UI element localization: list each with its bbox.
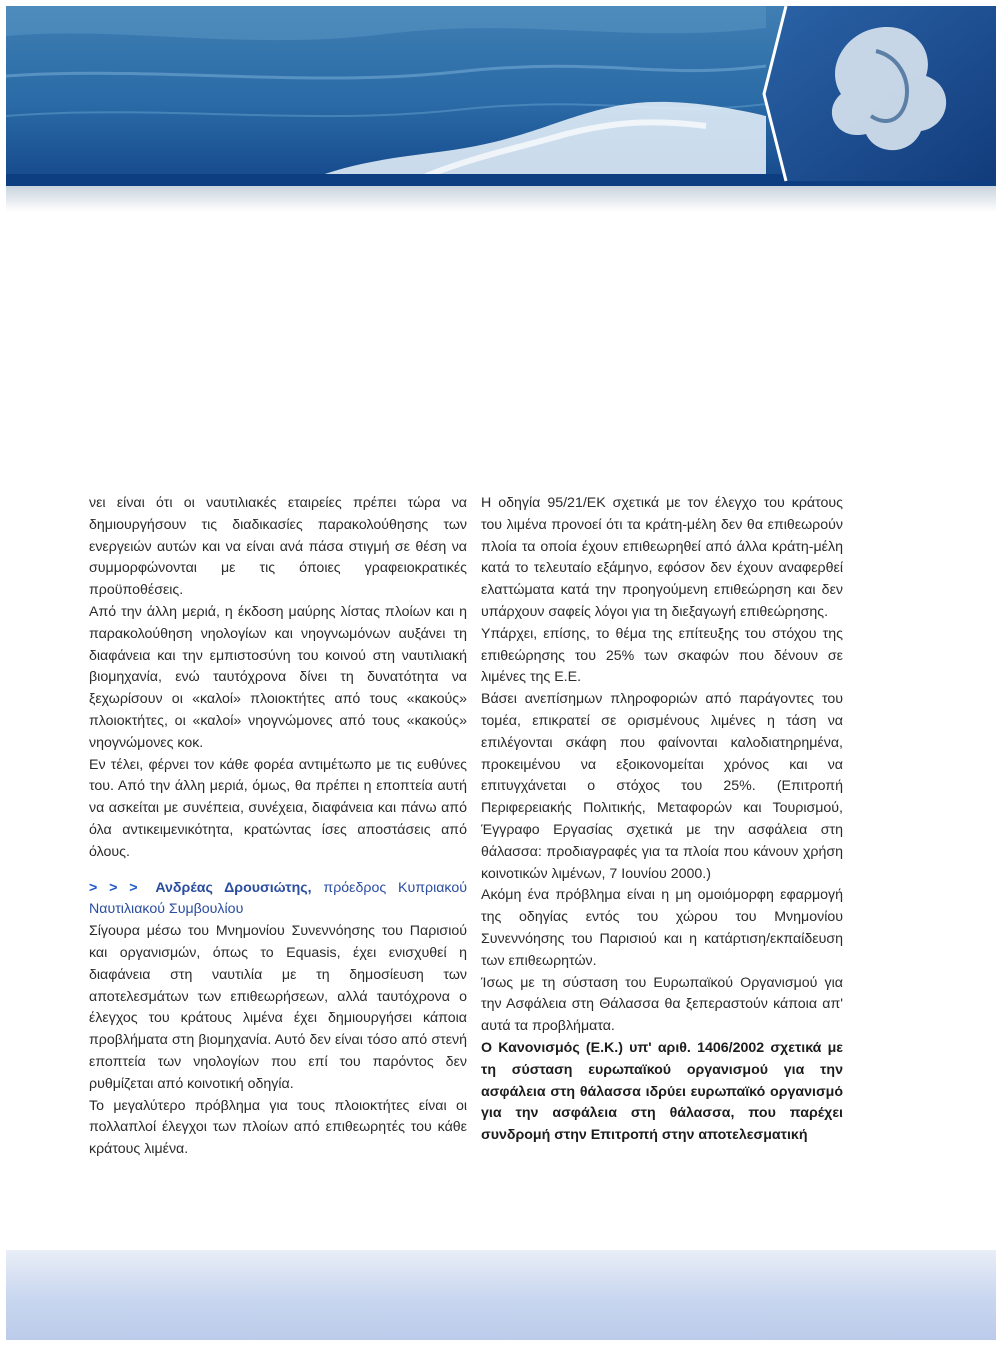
body-paragraph: Η οδηγία 95/21/ΕΚ σχετικά με τον έλεγχο του κράτους του λιμένα προνοεί ότι τα κράτη-μέλη δεν θα επιθεωρούν πλοία τα οποία έχουν επιθεωρηθεί από άλλα κράτη-μέλη κατά το τελευταίο εξάμηνο, εφόσον δεν έχουν αναφερθεί ελαττώματα κατά την προηγούμενη επιθεώρηση και δεν υπάρχουν σαφείς λόγοι για τη διεξαγωγή επιθεώρησης. (481, 495, 843, 620)
body-paragraph: Το μεγαλύτερο πρόβλημα για τους πλοιοκτήτες είναι οι πολλαπλοί έλεγχοι των πλοίων από επιθεωρητές του κάθε κράτους λιμένα. (89, 1097, 467, 1158)
regulation-paragraph: Ο Κανονισμός (Ε.Κ.) υπ' αριθ. 1406/2002 σχετικά με τη σύσταση ευρωπαϊκού οργανισμού για την ασφάλεια στη θάλασσα ιδρύει ευρωπαϊκό οργανισμό για την ασφάλεια στη θάλασσα, που παρέχει συνδρομή στην Επιτροπή στην αποτελεσματική (481, 1039, 843, 1144)
arrows-icon: > > > (89, 879, 138, 896)
banner-shadow (6, 186, 996, 212)
body-paragraph: Ακόμη ένα πρόβλημα είναι η μη ομοιόμορφη εφαρμογή της οδηγίας εντός του χώρου του Μνημονίου Συνεννόησης του Παρισιού και η κατάρτιση/εκπαίδευση των επιθεωρητών. (481, 887, 843, 969)
body-paragraph: Σίγουρα μέσω του Μνημονίου Συνεννόησης του Παρισιού και οργανισμών, όπως το Equasis, έχει ενισχυθεί η διαφάνεια στη ναυτιλία με τη δημοσίευση των αποτελεσμάτων των επιθεωρήσεων, αλλά ταυτόχρονα ο έλεγχος του κράτους λιμένα έχει δημιουργήσει κάποια προβλήματα στη βιομηχανία. Αυτό δεν είναι τόσο από στενή εποπτεία των νηολογίων που επί του παρόντος δεν ρυθμίζεται από κοινοτική οδηγία. (89, 923, 467, 1092)
footer-band (6, 1250, 996, 1340)
header-sea-banner (6, 6, 996, 186)
body-paragraph: Υπάρχει, επίσης, το θέμα της επίτευξης του στόχου της επιθεώρησης του 25% των σκαφών που δένουν σε λιμένες της Ε.Ε. (481, 625, 843, 686)
body-paragraph: Από την άλλη μεριά, η έκδοση μαύρης λίστας πλοίων και η παρακολούθηση νηολογίων και νηογνωμόνων αυξάνει τη διαφάνεια και την εμπιστοσύνη του κοινού στη ναυτιλιακή βιομηχανία, ενώ ταυτόχρονα δίνει τη δυνατότητα να ξεχωρίσουν οι «καλοί» πλοιοκτήτες από τους «κακούς» πλοιοκτήτες, οι «καλοί» νηογνώμονες από τους «κακούς» νηογνώμονες κοκ. (89, 603, 467, 751)
left-column (89, 493, 467, 1161)
body-paragraph: νει είναι ότι οι ναυτιλιακές εταιρείες πρέπει τώρα να δημιουργήσουν τις διαδικασίες παρακολούθησης των ενεργειών αυτών και να είναι ανά πάσα στιγμή σε θέση να συμμορφώνονται με τις όποιες γραφειοκρατικές προϋποθέσεις. (89, 495, 467, 599)
speaker-name: Ανδρέας Δρουσιώτης, (155, 879, 312, 896)
speaker-role: πρόεδρος Κυπριακού Ναυτιλιακού Συμβουλίου (89, 879, 468, 918)
right-column (481, 493, 843, 1147)
body-paragraph: Βάσει ανεπίσημων πληροφοριών από παράγοντες του τομέα, επικρατεί σε ορισμένους λιμένες η τάση να επιλέγονται σκάφη που φαίνονται καλοδιατηρημένα, προκειμένου να εξοικονομείται χρόνος και να επιτυγχάνεται ο στόχος του 25%. (Επιτροπή Περιφερειακής Πολιτικής, Μεταφορών και Τουρισμού, Έγγραφο Εργασίας σχετικά με την ασφάλεια στη θάλασσα: προδιαγραφές για τα πλοία που κάνουν χρήση κοινοτικών λιμένων, 7 Ιουνίου 2000.) (481, 691, 843, 882)
speaker-subhead (89, 878, 467, 922)
sea-image (6, 6, 996, 186)
body-paragraph: Ίσως με τη σύσταση του Ευρωπαϊκού Οργανισμού για την Ασφάλεια στη Θάλασσα θα ξεπεραστούν κάποια απ' αυτά τα προβλήματα. (481, 974, 843, 1035)
body-paragraph: Εν τέλει, φέρνει τον κάθε φορέα αντιμέτωπο με τις ευθύνες του. Από την άλλη μεριά, όμως, θα πρέπει η εποπτεία αυτή να ασκείται με συνέπεια, συνέχεια, διαφάνεια και πάνω από όλα αντικειμενικότητα, κρατώντας ίσες αποστάσεις από όλους. (89, 756, 467, 860)
